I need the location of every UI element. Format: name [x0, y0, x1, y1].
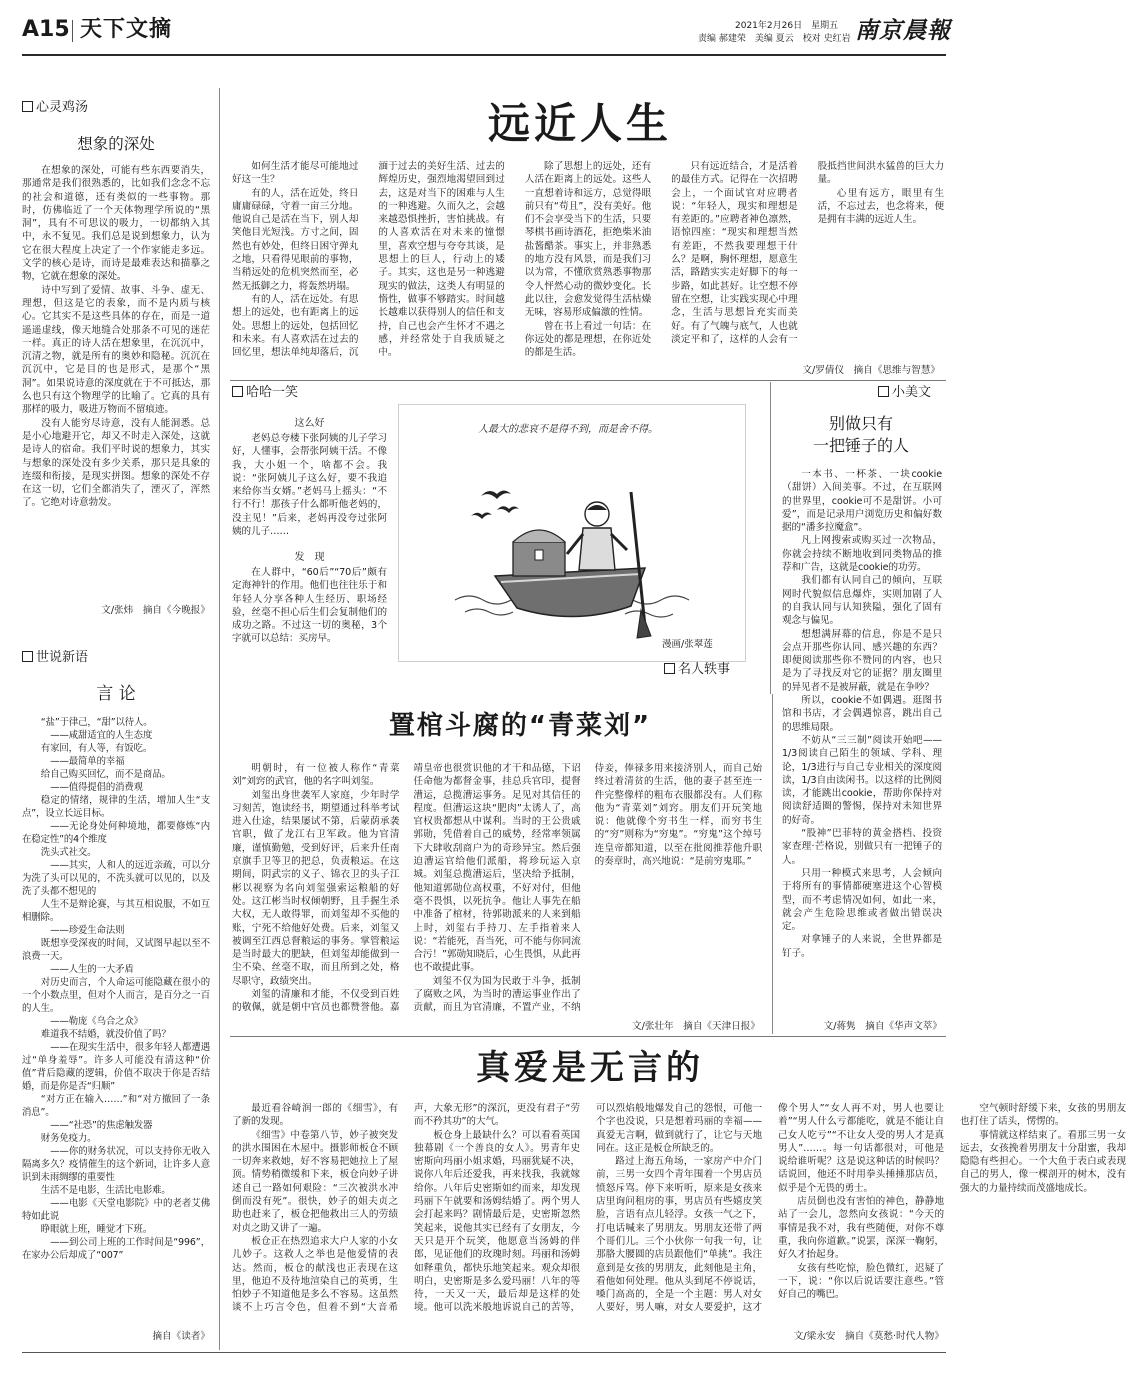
- article-body-imagination: 在想象的深处，可能有些东西要消失，那通常是我们很熟悉的，比如我们念念不忘的社会和道德，还有类似的一些事物。那时，仿佛临近了一个天体物理学所说的“黑洞”，具有不可思议的吸力，一切都纳入其中，永不复见。我们总是说到想象力，认为它在很大程度上决定了一个作家能走多远。文学的核心是诗，而诗是最难表达和描摹之物，它就在想象的深处。 诗中写到了爱情、故事、斗争、虚无、理想，但这是它的表象，而不是内质与核心。它其实不是这些具体的存在，而是一道遥遥虚线，像天地缝合处那条不可见的迷茫一样。真正的诗人活在想象里，在沉沉中，沉清之物，就是所有的奥妙和隐秘。沉沉在沉沉中，它是目的也是形式，是那个“黑洞”。如果说诗意的深度就在于不可抵达，那么也只有这个物理学的比喻了。它真的具有那样的吸力，吸进万物而不留痕迹。 没有人能穷尽诗意，没有人能洞悉。总是小心地避开它，却又不时走入深处，这就是诗人的宿命。我们平时说的想象力，其实与想象的深处没有多少关系，那只是具象的连缀和衔接，是现实拼图。想象的深处不存在这一切，它们全都消失了，湮灭了，浑然了。它绝对诗意勃发。: [22, 165, 210, 509]
- rule-under-life: [230, 380, 946, 381]
- byline-life: 文/罗倩仪 摘自《思维与智慧》: [802, 365, 940, 376]
- byline-hammer: 文/蒋隽 摘自《华声文萃》: [823, 1021, 942, 1032]
- section-label-soul: 心灵鸡汤: [22, 100, 88, 116]
- page-bottom-rule: [22, 1352, 946, 1353]
- headline-true-love: 真爱是无言的: [476, 1048, 704, 1088]
- section-label-anecdote: 名人轶事: [664, 662, 730, 678]
- byline-sayings: 摘自《读者》: [152, 1331, 210, 1342]
- rule-above-true-love: [230, 1036, 946, 1037]
- label-box-icon: [232, 386, 243, 397]
- masthead-rule: [22, 54, 946, 56]
- joke-title-good: 这么好: [294, 418, 325, 429]
- cartoon-credit: 漫画/张翠莲: [662, 639, 713, 650]
- label-box-icon: [664, 663, 675, 674]
- page-number: A15: [22, 17, 70, 42]
- cartoon-caption: 人最大的悲哀不是得不到，而是舍不得。: [478, 424, 658, 435]
- label-box-icon: [22, 651, 33, 662]
- article-title-imagination: 想象的深处: [77, 135, 155, 153]
- byline-true-love: 文/梁永安 摘自《莫愁·时代人物》: [793, 1331, 944, 1342]
- label-box-icon: [22, 101, 33, 112]
- rower-figure-icon: [567, 502, 627, 570]
- article-title-sayings: 言 论: [96, 684, 136, 704]
- section-label-sayings: 世说新语: [22, 650, 88, 666]
- essay-column-rule: [772, 694, 773, 1034]
- section-label-essay: 小美文: [878, 385, 931, 401]
- seagull-icon: [471, 491, 519, 520]
- article-body-true-love: 最近看谷崎润一郎的《细雪》，有了新的发现。 《细雪》中卷第八节，妙子被突发的洪水围困在木屋中。摄影师板仓不顾一切奔来救她，好不容易把她拉上了屋顶。情势稍微缓和下来，板仓向妙子讲述自己一路如何艰险：“三次被洪水冲倒而没有死”。很快，妙子的姐夫贞之助也赶来了，板仓把他救出三人的劳绩对贞之助又讲了一遍。 板仓正在热烈追求大户人家的小女儿妙子。这救人之举也是他爱情的表达。然而，板仓的献浅也正表现在这里，他迫不及待地渲染自己的英勇，生怕妙子不知道他是多么不容易。这虽然谈不上巧言令色，但着不到“大音希声，大象无形”的深沉，更没有君子“劳而不矜其功”的大气。 板仓身上最缺什么？可以看看英国独幕剧《一个善良的女人》。男青年史密斯向玛丽小姐求婚，玛丽犹疑不决，说你八年后还爱我，再来找我，我就嫁给你。八年后史密斯如约而来，却发现玛丽下午就要和汤姆结婚了。两个男人会打起来吗？剧情最后是，史密斯忽然笑起来，说他其实已经有了女朋友，今天只是开个玩笑，他愿意当汤姆的伴郎，见证他们的玫瑰时刻。玛丽和汤姆如释重负，都快乐地笑起来。观众却很明白，史密斯是多么爱玛丽！八年的等待，一天又一天，最后却是这样的处境。他可以洗米般地诉说自己的苦等，可以烈焰般地爆发自己的怨恨，可他一个字也没说，只是想着玛丽的幸福——真爱无言啊，做到就行了，让它与天地同在。这正是板仓所缺乏的。 路过上海五角场，一家房产中介门前，三男一女四个青年围着一个男店员愤怒斥骂。停下来听听，原来是女孩来店里询问租房的事，男店员有些嬉皮笑脸，言语有点儿轻浮。女孩一气之下，打电话喊来了男朋友。男朋友还带了两个哥们儿。三个小伙你一句我一句，让那胳大腰圆的店员跟他们“单挑”。我注意到是女孩的男朋友，此刻他是主角，看他如何处理。他从头到尾不停说话，嗓门高高的，全是一个主题：男人对女人要好，男人嘛，对女人要爱护，这才像个男人”“女人再不对，男人也要让着”“男人什么亏都能吃，就是不能让自己女人吃亏”“不让女人受的男人才是真男人”……。每一句话都很对，可他是说给谁听呢？这是说这种话的时候吗？话说回，他还不时用拳头捶捶那店员，似乎是个无畏的勇士。 店员倒也没有害怕的神色，静静地站了一会儿，忽然向女孩说：“今天的事情是我不对，我有些随便，对你不尊重，我向你道歉。”说罢，深深一鞠躬，好久才抬起身。 女孩有些吃惊，脸色微红，迟疑了一下，说：“你以后说话要注意些。”管好自己的嘴巴。 空气顿时舒缓下来，女孩的男朋友也打住了话头，愣愣的。 事情就这样结束了。看那三男一女远去，女孩挽着男朋友十分甜蜜，我却隐隐有些担心。一个大鱼于表白或表现自己的男人，像一棵剖开的树木，没有强大的力量持续而茂盛地成长。: [232, 1103, 1126, 1314]
- cartoon-illustration: [455, 450, 695, 640]
- editors-line: 责编 郝建荣 美编 夏云 校对 史红岩: [698, 34, 851, 44]
- headline-cabbage-liu: 置棺斗腐的“青菜刘”: [388, 711, 652, 741]
- section-label-jokes: 哈哈一笑: [232, 385, 298, 401]
- article-body-sayings: “盐”于律己，“甜”以待人。 ——咸甜适宜的人生态度 有家回，有人等，有饭吃。 ——最简单的幸福 给自己购买回忆，而不是商品。 ——值得提倡的消费观 稳定的情绪，规律的生活，增加人生“支点”，设立长远目标。 ——无论身处何种境地，都要修炼“内在稳定性”的4个维度 洗头式社交。 ——其实，人和人的远近亲疏，可以分为洗了头可以见的，不洗头就可以见的，以及洗了头都不想见的 人生不是辩论赛，与其互相说服，不如互相删除。 ——珍爱生命法则 既想享受深夜的时间，又试图早起以至不浪费一天。 ——人生的一大矛盾 对历史而言，个人命运可能隐藏在很小的一个小数点里，但对个人而言，是百分之一百的人生。 ——勒庞《乌合之众》 难道我不结婚，就没价值了吗？ ——在现实生活中，很多年轻人都遭遇过“单身羞辱”。许多人可能没有清这种“价值”背后隐藏的逻辑，价值不取决于你是否结婚，而是你是否“归顺” “对方正在输入……”和“对方撤回了一条消息”。 ——“社恐”的焦虑触发器 财务免疫力。 ——你的财务状况，可以支持你无收入隔离多久？疫情催生的这个新词，让许多人意识到未雨绸缪的重要性 生活不是电影，生活比电影难。 ——电影《天堂电影院》中的老者艾佛特如此说 睁眼就上班，睡觉才下班。 ——到公司上班的工作时间是“996”，在家办公后却成了“007”: [22, 717, 210, 1261]
- masthead-divider: [72, 20, 73, 42]
- left-column-rule: [219, 88, 220, 1350]
- article-title-hammer-2: 一把锤子的人: [812, 436, 909, 455]
- article-body-life: 如何生活才能尽可能地过好这一生？ 有的人，活在近处，终日庸庸碌碌，守着一亩三分地。他说自己是活在当下，别人却笑他目光短浅。方寸之间，固然也有妙处，但终日困守弹丸之地，只看得见眼前的事物，当稍远处的危机突然而至，必然无抵御之力，将轰然坍塌。 有的人，活在远处。有思想上的远处，也有距离上的远处。思想上的远处，包括回忆和未来。有人喜欢活在过去的回忆里，想法单纯却落后，沉湎于过去的美好生活、过去的辉煌历史，强烈地渴望回到过去，这是对当下的困难与人生的一种逃避。久而久之，会越来越恐惧挫折，害怕挑战。有的人喜欢活在对未来的憧憬里，喜欢空想与夸夸其谈，是思想上的巨人，行动上的矮子。其实，这也是另一种逃避现实的做法，这类人有明显的惰性，做事不够踏实。时间越长越难以获得别人的信任和支持，自己也会产生怀才不遇之感，并经常处于自我质疑之中。 除了思想上的远处，还有人活在距离上的远处。这些人一直想着诗和远方，总觉得眼前只有“苟且”，没有美好。他们不会享受当下的生活，只要琴棋书画诗酒花，拒绝柴米油盐酱醋茶。事实上，并非熟悉的地方没有风景，而是我们习以为常，不懂欣赏熟悉事物那令人怦然心动的微妙变化。长此以往，会愈发觉得生活枯燥无味，容易形成偏激的性情。 曾在书上看过一句话：在你远处的都是理想，在你近处的都是生活。 只有远近结合，才是活着的最佳方式。记得在一次招聘会上，一个面试官对应聘者说：“年轻人，现实和理想是有差距的。”应聘者神色凛然，语惊四座：“现实和理想当然有差距，不然我要理想干什么？是啊，胸怀理想，愿意生活，路踏实实走好脚下的每一步路，如此甚好。让空想不停留在空想，让实践实现心中理念，生活与思想旨充实而美好。有了气魄与底气，人也就淡定平和了，这样的人会有一股抵挡世间洪水猛兽的巨大力量。 心里有远方，眼里有生活，不忘过去，也念将来，便是拥有丰满的远近人生。: [232, 161, 944, 359]
- joke-title-discovery: 发 现: [294, 552, 325, 563]
- article-body-cabbage-liu: 明朝时，有一位被人称作“青菜刘”刘窍的武官，他的名字叫刘玺。 刘玺出身世袭军人家庭，少年时学习刻苦，饱读经书，期望通过科举考试进入仕途，结果屡试不第，后蒙荫承袭官职，做了龙江右卫军政。他为官清廉，谨慎勤勉，受到好评，后来升任南京旗手卫等卫的把总，负责粮运。在这期间，阴武宗的义子、锦衣卫的头子江彬以视察为名向刘玺强索运粮船的好处。这江彬当时权倾朝野，且手握生杀大权，无人敢得罪，而刘玺却不买他的账，宁死不给他好处费。后来，刘玺又被调至江西总督粮运的事务。掌管粮运是当时最大的肥缺，但刘玺却能做到一尘不染、丝毫不取，而且所到之处，格尽职守，政绩突出。 刘玺的清廉和才能，不仅受到百姓的敬佩，就是朝中官员也都赞誉他。嘉靖皇帝也很赏识他的才干和品德，下诏任命他为都督金事，挂总兵官印，提督漕运，总揽漕运事务。足见对其信任的程度。但漕运这块“肥肉”太诱人了，高官权贵都想从中谋利。当时的王公贵戚郭勋，凭借着自己的威势，经常率领属下大肆收刮商户为的奇珍异宝。然后强迫漕运官给他们派船，将珍玩运入京城。刘玺总揽漕运后，坚决给予抵制，他知道郭勋位高权重，不好对付，但他毫不畏惧，以死抗争。他让人事先在船中准备了棺材，待郭勋派来的人来到船上时，刘玺右手持刀、左手指着来人说：“若能死，吾当死，可不能与你同流合污！”郭勋知晓后，心生畏惧，从此再也不敢提此事。 刘玺不仅为国为民敢于斗争，抵制了腐败之风，为当时的漕运事业作出了贡献，而且为官清廉，不置产业，不纳侍妾，俸禄多用来接济别人，而自己始终过着清贫的生活，他的妻子甚至连一件完整像样的粗布衣服都没有。人们称他为“青菜刘”刘窍。朋友们开玩笑地说：他就像个穷书生一样，而穷书生的“穷”则称为“穷鬼”。“穷鬼”这个绰号连皇帝都知道，以至在批阅推荐他升职的奏章时，高兴地说：“是前穷鬼耶。”: [232, 763, 762, 1014]
- article-body-hammer: 一本书、一杯茶、一块cookie（甜饼）入间美事。不过，在互联网的世界里，cookie可不是甜饼。小可爱”，而是记录用户浏览历史和偏好数据的“潘多拉魔盒”。 凡上网搜索或购买过一次物品，你就会持续不断地收到同类物品的推荐和广告，这就是cookie的功劳。 我们都有认同自己的倾向，互联网时代貌似信息爆炸，实则加剧了人的自我认同与认知狭隘，强化了固有观念与偏见。 想想满屏幕的信息，你是不是只会点开那些你认同、感兴趣的东西？即便阅读那些你不赞同的内容，也只是为了寻找反对它的证据？朋友圈里的异见者不是被屏蔽，就是在争吵？ 所以，cookie不如偶遇。逛图书馆和书店，才会偶遇惊喜，跳出自己的思维局限。 不妨从“三三制”阅读开始吧——1/3阅读自己陌生的领域、学科、理论，1/3进行与自己专业相关的深度阅读，1/3自由读闲书。以这样的比例阅读，才能跳出cookie，帮助你保持对阅读舒适圈的警惕，保持对未知世界的好奇。 “股神”巴菲特的黄金搭档、投资家查理·芒格说，别做只有一把锤子的人。 只用一种模式来思考，人会倾向于将所有的事情都硬塞进这个心智模型，而不考虑情况如何，如此一来，就会产生危险思维或者做出错误决定。 对拿锤子的人来说，全世界都是钉子。: [782, 469, 942, 959]
- byline-cabbage-liu: 文/张壮年 摘自《天津日报》: [632, 1021, 760, 1032]
- issue-date: 2021年2月26日 星期五: [735, 21, 839, 31]
- treasure-chest-icon: [513, 530, 565, 576]
- oar-icon: [631, 492, 651, 638]
- article-title-hammer-1: 别做只有: [828, 414, 893, 433]
- byline-imagination: 文/张炜 摘自《今晚报》: [101, 605, 210, 616]
- label-box-icon: [878, 386, 889, 397]
- newspaper-logo: 南京晨報: [855, 17, 951, 44]
- joke-body-good: 老妈总夸楼下张阿姨的儿子学习好，人懂事，会帮张阿姨干活。不像我，大小姐一个，啥都不会。我说：“张阿姨儿子这么好，要不我追来给你当女婿。”老妈马上摇头：“不行不行！那孩子什么都听他老妈的，没主见！”后来，老妈再没夸过张阿姨的儿子……: [232, 433, 387, 538]
- joke-body-discovery: 在人群中，“60后”“70后”颇有定海神针的作用。他们也往往乐于和年轻人分享各种人生经历、职场经验，丝毫不担心后生们会复制他们的成功之路。不过这一切的奥秘，3个字就可以总结：买房早。: [232, 567, 387, 645]
- right-column-rule: [770, 382, 771, 694]
- section-title: 天下文摘: [80, 17, 173, 42]
- headline-life: 远近人生: [487, 99, 672, 148]
